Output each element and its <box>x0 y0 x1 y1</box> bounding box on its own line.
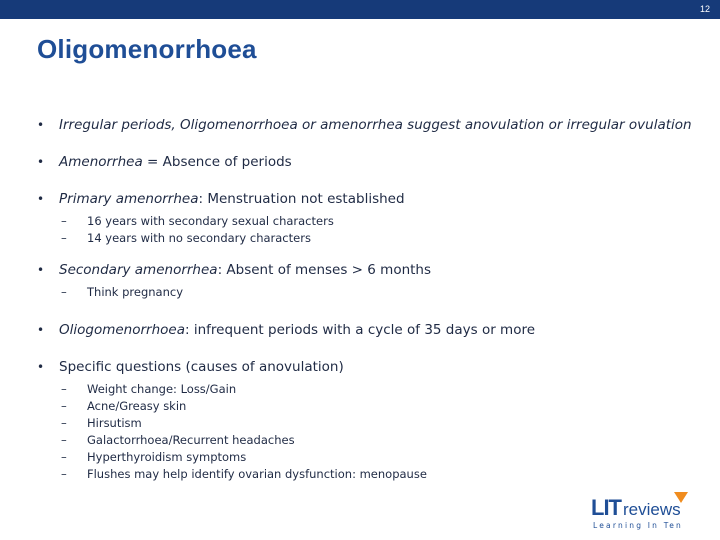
bullet-text: = Absence of periods <box>142 154 292 170</box>
sub-text: Acne/Greasy skin <box>87 399 187 413</box>
bullet-specific-questions <box>37 358 344 376</box>
logo-tagline: Learning In Ten <box>593 521 683 530</box>
sub-item <box>61 381 236 398</box>
bullet-dot: • <box>37 263 45 277</box>
bullet-amenorrhea <box>37 153 292 171</box>
logo-brand-reviews: reviews <box>623 500 681 519</box>
bullet-text: Irregular periods, Oligomenorrhoea or amenorrhea suggest anovulation or irregular ovulation <box>59 117 692 133</box>
slide-title: Oligomenorrhoea <box>37 34 257 64</box>
bullet-term: Oliogomenorrhoea <box>59 322 185 338</box>
bullet-dot: • <box>37 360 45 374</box>
bullet-text: : infrequent periods with a cycle of 35 days or more <box>184 322 536 338</box>
bullet-dot: • <box>37 323 45 337</box>
sub-text: Galactorrhoea/Recurrent headaches <box>87 433 295 447</box>
sub-dash: – <box>61 416 67 430</box>
bullet-dot: • <box>37 118 45 132</box>
bullet-text: : Menstruation not established <box>198 191 405 207</box>
sub-item <box>61 449 246 466</box>
bullet-secondary-amenorrhea <box>37 261 431 279</box>
sub-item <box>61 230 311 247</box>
bullet-term: Amenorrhea <box>59 154 143 170</box>
sub-text: Hyperthyroidism symptoms <box>87 450 247 464</box>
sub-dash: – <box>61 433 67 447</box>
sub-dash: – <box>61 450 67 464</box>
sub-item <box>61 466 427 483</box>
bullet-dot: • <box>37 192 45 206</box>
sub-dash: – <box>61 214 67 228</box>
sub-dash: – <box>61 231 67 245</box>
slide-number: 12 <box>699 4 710 14</box>
sub-text: 16 years with secondary sexual characters <box>87 214 334 228</box>
sub-item <box>61 432 295 449</box>
sub-text: Hirsutism <box>87 416 142 430</box>
sub-item <box>61 415 142 432</box>
litreviews-logo <box>589 492 689 532</box>
bullet-primary-amenorrhea <box>37 190 405 208</box>
bullet-dot: • <box>37 155 45 169</box>
sub-text: Think pregnancy <box>87 285 184 299</box>
sub-item <box>61 398 186 415</box>
logo-brand-lit: LIT <box>591 495 621 520</box>
bullet-text: : Absent of menses > 6 months <box>217 262 432 278</box>
bullet-irregular-periods <box>37 116 692 134</box>
bullet-oligomenorrhoea <box>37 321 535 339</box>
sub-text: Weight change: Loss/Gain <box>87 382 237 396</box>
bullet-term: Primary amenorrhea <box>59 191 199 207</box>
sub-dash: – <box>61 467 67 481</box>
sub-item <box>61 284 183 301</box>
sub-item <box>61 213 334 230</box>
bullet-term: Secondary amenorrhea <box>59 262 218 278</box>
sub-text: Flushes may help identify ovarian dysfunction: menopause <box>87 467 427 481</box>
sub-dash: – <box>61 382 67 396</box>
sub-dash: – <box>61 399 67 413</box>
top-bar <box>0 0 720 19</box>
bullet-text: Specific questions (causes of anovulation) <box>59 359 344 375</box>
sub-text: 14 years with no secondary characters <box>87 231 311 245</box>
sub-dash: – <box>61 285 67 299</box>
